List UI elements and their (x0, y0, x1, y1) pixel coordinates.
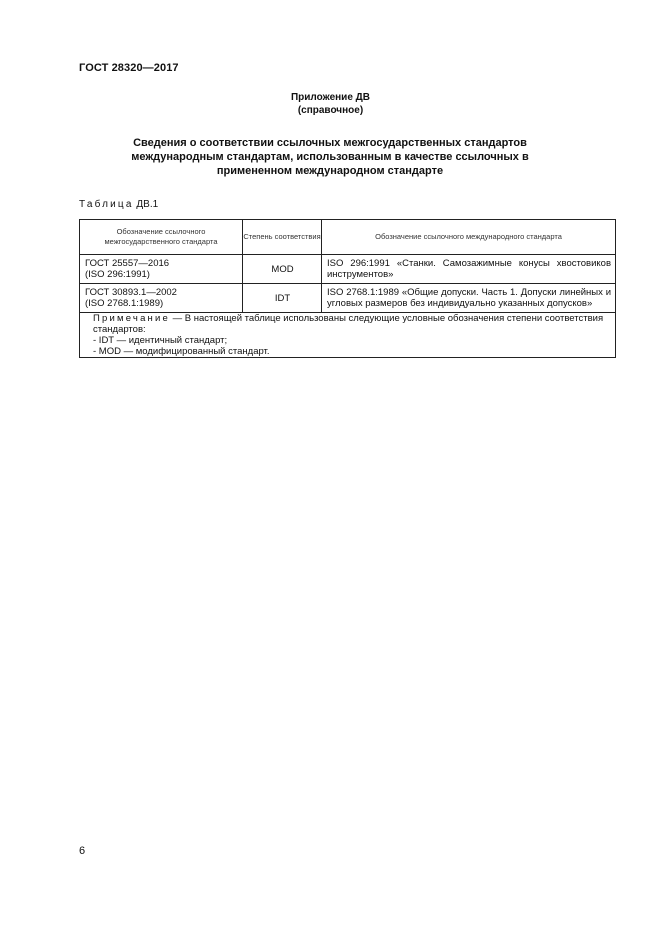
table-row (80, 255, 616, 284)
table-label-prefix: Таблица (79, 199, 134, 210)
table-header-row (80, 220, 616, 255)
section-heading: Сведения о соответствии ссылочных межгосударственных стандартов международным стандартам, использованным в качестве ссылочных в примененном международном стандарте (131, 137, 529, 177)
page-number: 6 (79, 845, 86, 857)
note-item-idt: - IDT — идентичный стандарт; (93, 335, 228, 346)
note-item-mod: - MOD — модифицированный стандарт. (93, 346, 270, 357)
interstate-standard-cell (80, 255, 243, 284)
table-note (80, 313, 616, 358)
international-standard-cell: ISO 296:1991 «Станки. Самозажимные конусы хвостовиков инструментов» (322, 255, 616, 284)
document-code: ГОСТ 28320—2017 (79, 62, 179, 74)
note-text: — В настоящей таблице использованы следующие условные обозначения степени соответствия стандартов: (93, 313, 604, 335)
degree-cell: IDT (243, 284, 322, 313)
correspondence-table (79, 219, 616, 358)
interstate-standard-cell (80, 284, 243, 313)
table-label-number: ДВ.1 (136, 199, 159, 210)
column-header-interstate: Обозначение ссылочного межгосударственного стандарта (80, 220, 243, 255)
column-header-degree: Степень соответствия (243, 220, 322, 255)
interstate-standard-code: ГОСТ 30893.1—2002 (85, 287, 177, 298)
note-label: Примечание (93, 313, 170, 324)
interstate-standard-code: ГОСТ 25557—2016 (85, 258, 170, 269)
interstate-standard-iso-ref: (ISO 296:1991) (85, 269, 150, 280)
table-label (79, 199, 158, 210)
table-row (80, 284, 616, 313)
note-paragraph (85, 313, 611, 335)
column-header-international: Обозначение ссылочного международного стандарта (322, 220, 616, 255)
appendix-subtitle: (справочное) (297, 105, 364, 116)
degree-cell: MOD (243, 255, 322, 284)
interstate-standard-iso-ref: (ISO 2768.1:1989) (85, 298, 164, 309)
international-standard-cell: ISO 2768.1:1989 «Общие допуски. Часть 1. Допуски линейных и угловых размеров без индивидуально указанных допусков» (322, 284, 616, 313)
appendix-title: Приложение ДВ (290, 92, 371, 103)
table-note-row (80, 313, 616, 358)
